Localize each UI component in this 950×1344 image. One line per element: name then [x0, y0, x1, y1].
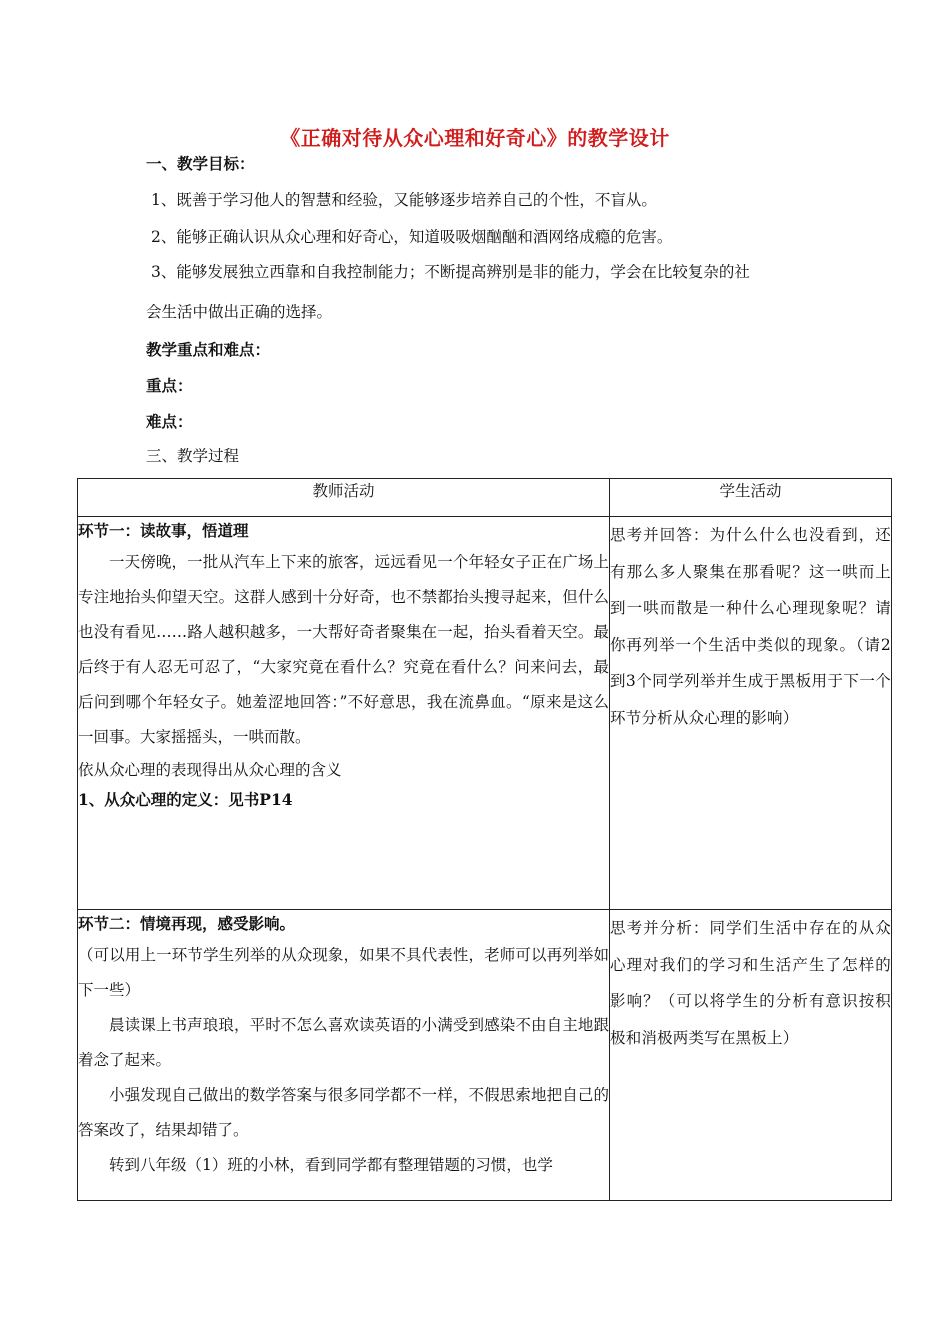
- example-morning-reading: 晨读课上书声琅琅，平时不怎么喜欢读英语的小满受到感染不由自主地跟着念了起来。: [78, 1016, 609, 1069]
- teacher-activity-cell-2: [78, 910, 610, 1201]
- goal-item-3: 3、能够发展独立西靠和自我控制能力；不断提高辨别是非的能力，学会在比较复杂的社: [151, 263, 750, 281]
- table-row: [78, 517, 892, 910]
- process-heading: 三、教学过程: [146, 447, 240, 465]
- table-header-row: [78, 479, 892, 517]
- summary-text: 依从众心理的表现得出从众心理的含义: [78, 761, 342, 779]
- story-text: 一天傍晚，一批从汽车上下来的旅客，远远看见一个年轻女子正在广场上专注地抬头仰望天空。这群人感到十分好奇，也不禁都抬头搜寻起来，但什么也没有看见……路人越积越多，一大帮好奇者聚集在一起，抬头看着天空。最后终于有人忍无可忍了，“大家究竟在看什么？究竟在看什么？问来问去，最后问到哪个年轻女子。她羞涩地回答：”不好意思，我在流鼻血。“原来是这么一回事。大家摇摇头，一哄而散。: [78, 553, 609, 746]
- student-task-1: 思考并回答：为什么什么也没看到，还有那么多人聚集在那看呢？这一哄而上到一哄而散是一种什么心理现象呢？请你再列举一个生活中类似的现象。（请2到3个同学列举并生成于黑板用于下一个环节分析从众心理的影响）: [610, 526, 891, 727]
- key-point-label: 重点：: [146, 376, 193, 395]
- student-activity-cell-1: [610, 517, 892, 910]
- lesson-process-table: [77, 478, 892, 1201]
- student-task-2: 思考并分析：同学们生活中存在的从众心理对我们的学习和生活产生了怎样的影响？（可以将学生的分析有意识按积极和消极两类写在黑板上）: [610, 919, 891, 1047]
- goal-item-1: 1、既善于学习他人的智慧和经验，又能够逐步培养自己的个性，不盲从。: [151, 191, 657, 209]
- key-points-heading: 教学重点和难点：: [146, 340, 271, 359]
- example-class-transfer: 转到八年级（1）班的小林，看到同学都有整理错题的习惯，也学: [109, 1156, 553, 1174]
- goal-item-3-continued: 会生活中做出正确的选择。: [146, 303, 333, 321]
- teacher-activity-header: 教师活动: [78, 479, 610, 517]
- goal-item-2: 2、能够正确认识从众心理和好奇心，知道吸吸烟酗酗和酒网络成瘾的危害。: [151, 228, 673, 246]
- stage-two-title: 环节二：情境再现，感受影响。: [78, 914, 296, 933]
- student-activity-header: 学生活动: [610, 479, 892, 517]
- difficult-point-label: 难点：: [146, 412, 193, 431]
- definition-text: 1、从众心理的定义：见书P14: [78, 790, 293, 809]
- example-math-answer: 小强发现自己做出的数学答案与很多同学都不一样，不假思索地把自己的答案改了，结果却错了。: [78, 1086, 609, 1139]
- objectives-heading: 一、教学目标：: [146, 154, 255, 173]
- student-activity-cell-2: [610, 910, 892, 1201]
- page-title: 《正确对待从众心理和好奇心》的教学设计: [280, 126, 670, 150]
- teacher-activity-cell-1: [78, 517, 610, 910]
- stage-two-note: （可以用上一环节学生列举的从众现象，如果不具代表性，老师可以再列举如下一些）: [78, 946, 609, 999]
- table-row: [78, 910, 892, 1201]
- stage-one-title: 环节一：读故事，悟道理: [78, 521, 249, 540]
